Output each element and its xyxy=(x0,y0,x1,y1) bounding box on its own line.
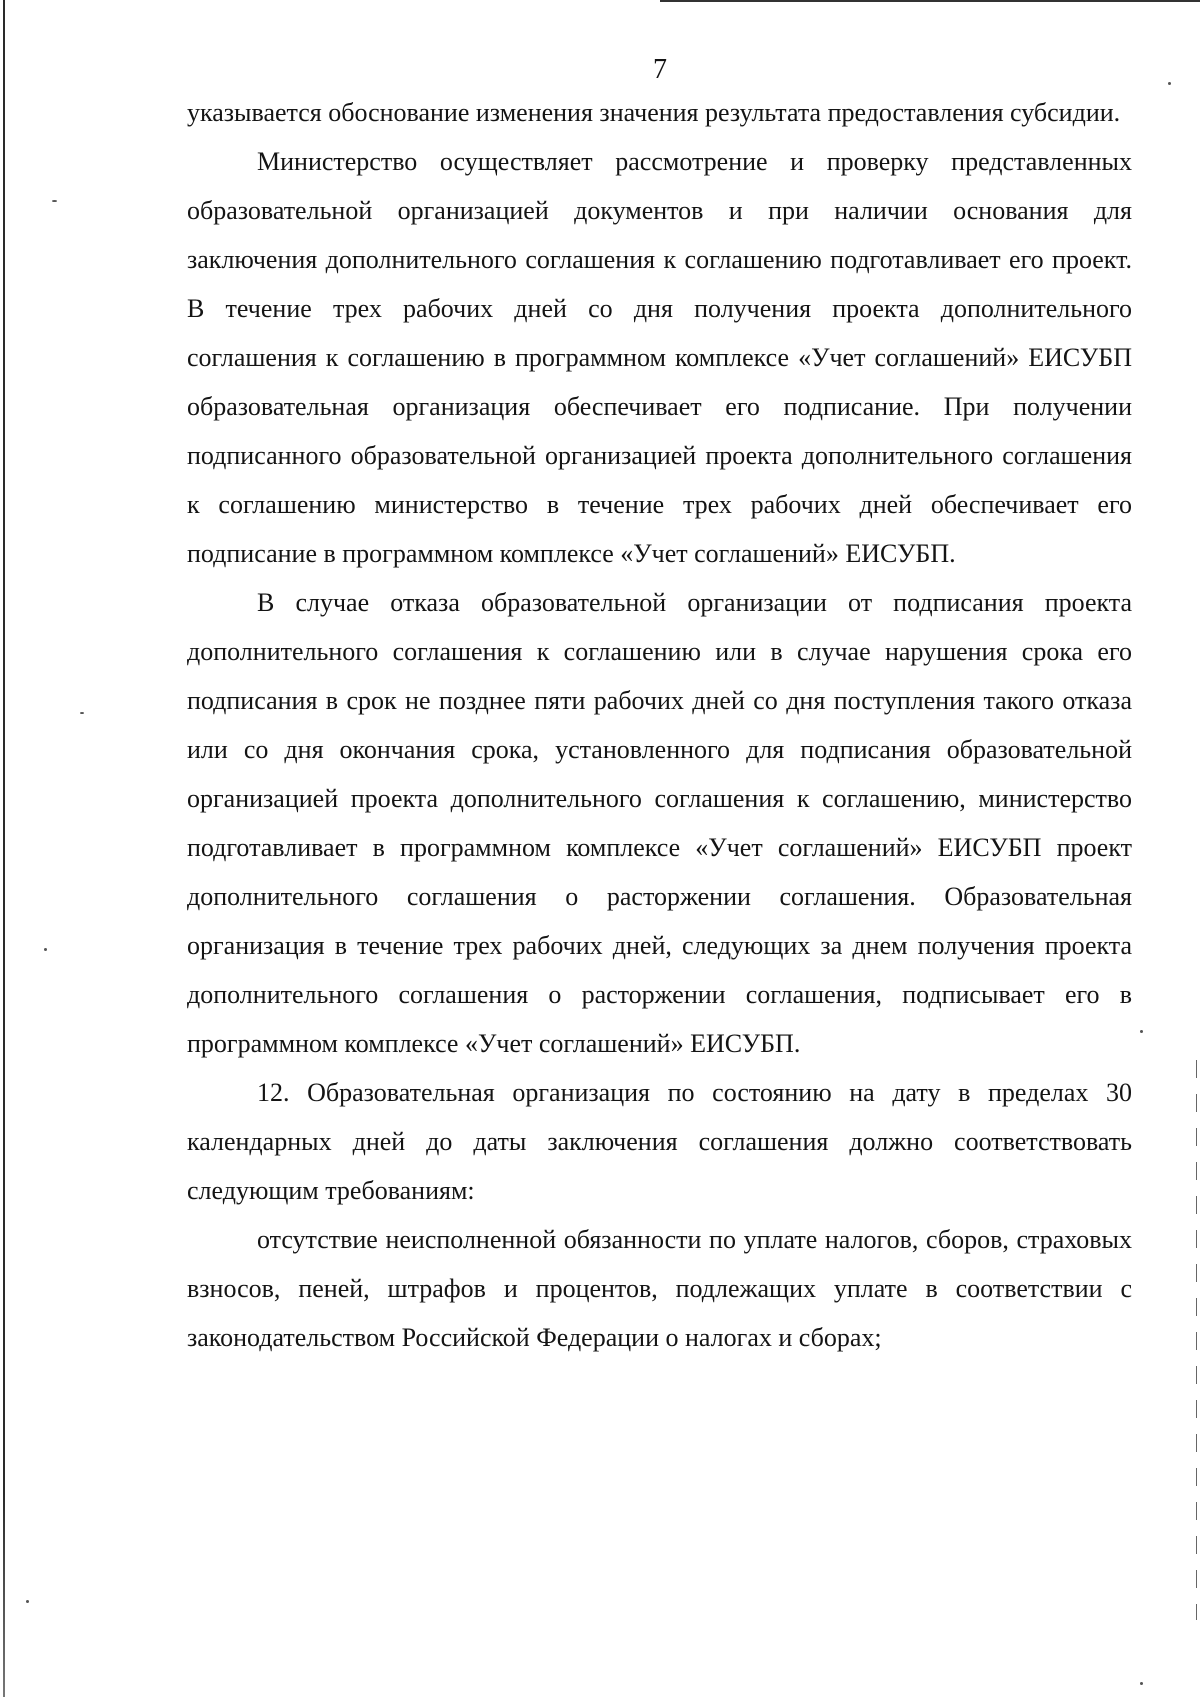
scan-edge-right xyxy=(1196,1060,1197,1620)
scan-speck xyxy=(1140,1682,1143,1685)
body-text xyxy=(187,88,1132,1362)
paragraph-ministry-review: Министерство осуществляет рассмотрение и проверку представленных образовательной организацией документов и при наличии основания для заключения дополнительного соглашения к соглашению подготавливает его проект. В течение трех рабочих дней со дня получения проекта дополнительного соглашения к соглашению в программном комплексе «Учет соглашений» ЕИСУБП образовательная организация обеспечивает его подписание. При получении подписанного образовательной организацией проекта дополнительного соглашения к соглашению министерство в течение трех рабочих дней обеспечивает его подписание в программном комплексе «Учет соглашений» ЕИСУБП. xyxy=(187,147,1132,568)
paragraph-continuation: указывается обоснование изменения значения результата предоставления субсидии. xyxy=(187,98,1121,127)
scan-edge-left xyxy=(3,0,5,1697)
paragraph-refusal: В случае отказа образовательной организации от подписания проекта дополнительного соглашения к соглашению или в случае нарушения срока его подписания в срок не позднее пяти рабочих дней со дня поступления такого отказа или со дня окончания срока, установленного для подписания образовательной организацией проекта дополнительного соглашения к соглашению, министерство подготавливает в программном комплексе «Учет соглашений» ЕИСУБП проект дополнительного соглашения о расторжении соглашения. Образовательная организация в течение трех рабочих дней, следующих за днем получения проекта дополнительного соглашения о расторжении соглашения, подписывает его в программном комплексе «Учет соглашений» ЕИСУБП. xyxy=(187,588,1132,1058)
scan-speck xyxy=(52,200,57,202)
scan-speck xyxy=(44,948,47,951)
paragraph-item-12: 12. Образовательная организация по состоянию на дату в пределах 30 календарных дней до даты заключения соглашения должно соответствовать следующим требованиям: xyxy=(187,1078,1132,1205)
scan-edge-top xyxy=(660,0,1200,2)
scan-speck xyxy=(1140,1030,1143,1033)
scan-speck xyxy=(26,1600,29,1603)
page-number: 7 xyxy=(653,54,667,85)
paragraph-tax-requirement: отсутствие неисполненной обязанности по уплате налогов, сборов, страховых взносов, пеней, штрафов и процентов, подлежащих уплате в соответствии с законодательством Российской Федерации о налогах и сборах; xyxy=(187,1225,1132,1352)
scan-speck xyxy=(80,712,84,714)
